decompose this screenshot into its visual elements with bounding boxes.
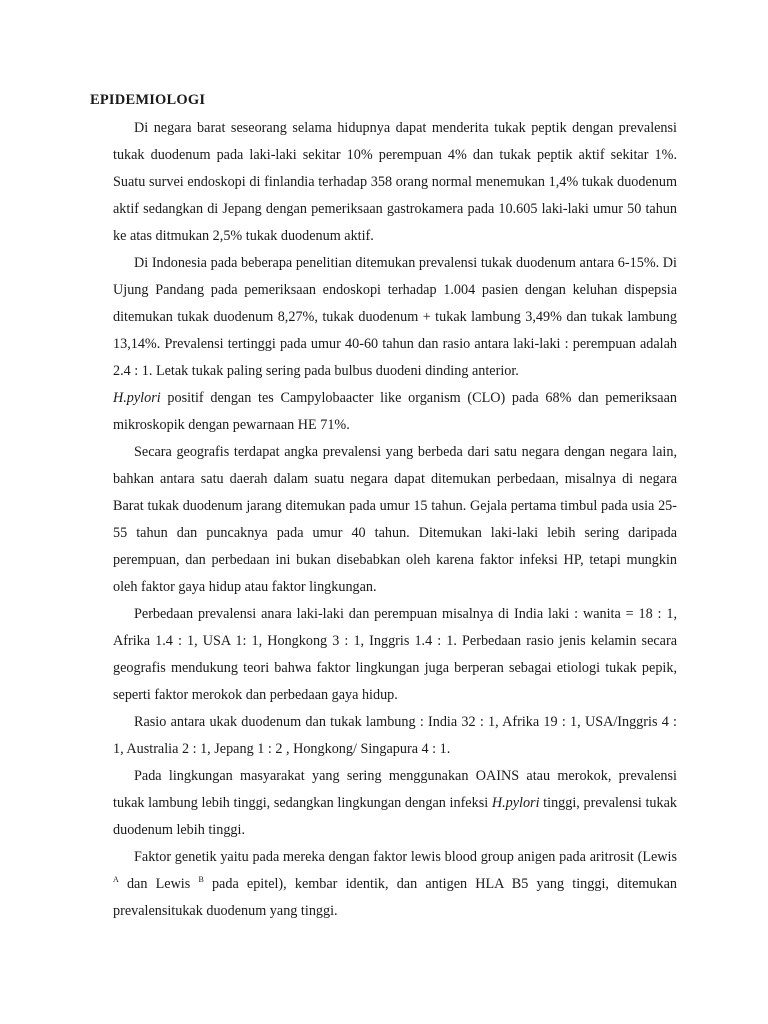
hpylori-italic: H.pylori — [491, 795, 540, 811]
paragraph-2 — [113, 250, 677, 439]
paragraph-7-tail: pada epitel), kembar identik, dan antigen HLA B5 yang tinggi, ditemukan prevalensitukak duodenum yang tinggi. — [113, 876, 677, 919]
paragraph-4: Perbedaan prevalensi anara laki-laki dan perempuan misalnya di India laki : wanita = 18 : 1, Afrika 1.4 : 1, USA 1: 1, Hongkong 3 : 1, Inggris 1.4 : 1. Perbedaan rasio jenis kelamin secara geografis mendukung teori bahwa faktor lingkungan juga berperan sebagai etiologi tukak pepik, seperti faktor merokok dan perbedaan gaya hidup. — [113, 606, 677, 703]
paragraph-6-head: Pada lingkungan masyarakat yang sering menggunakan OAINS atau merokok, prevalensi tukak lambung lebih tinggi, sedangkan lingkungan dengan infeksi — [113, 768, 677, 811]
paragraph-2-text: Di Indonesia pada beberapa penelitian ditemukan prevalensi tukak duodenum antara 6-15%. Di Ujung Pandang pada pemeriksaan endoskopi terhadap 1.004 pasien dengan keluhan dispepsia ditemukan tukak duodenum 8,27%, tukak duodenum + tukak lambung 3,49% dan tukak lambung 13,14%. Prevalensi tertinggi pada umur 40-60 tahun dan rasio antara laki-laki : perempuan adalah 2.4 : 1. Letak tukak paling sering pada bulbus duodeni dinding anterior. — [113, 255, 677, 379]
paragraph-5: Rasio antara ukak duodenum dan tukak lambung : India 32 : 1, Afrika 19 : 1, USA/Inggris 4 : 1, Australia 2 : 1, Jepang 1 : 2 , Hongkong/ Singapura 4 : 1. — [113, 714, 677, 757]
paragraph-7 — [113, 844, 677, 925]
paragraph-6 — [113, 763, 677, 844]
section-heading: EPIDEMIOLOGI — [90, 92, 206, 108]
paragraph-7-head: Faktor genetik yaitu pada mereka dengan faktor lewis blood group anigen pada aritrosit (Lewis — [134, 849, 677, 865]
hpylori-italic: H.pylori — [113, 390, 161, 406]
paragraph-2-tail: positif dengan tes Campylobaacter like organism (CLO) pada 68% dan pemeriksaan mikroskopik dengan pewarnaan HE 71%. — [113, 390, 677, 433]
superscript-b: B — [198, 875, 204, 884]
paragraph-3: Secara geografis terdapat angka prevalensi yang berbeda dari satu negara dengan negara lain, bahkan antara satu daerah dalam suatu negara dapat ditemukan perbedaan, misalnya di negara Barat tukak duodenum jarang ditemukan pada umur 15 tahun. Gejala pertama timbul pada usia 25-55 tahun dan puncaknya pada umur 40 tahun. Ditemukan laki-laki lebih sering daripada perempuan, dan perbedaan ini bukan disebabkan oleh karena faktor infeksi HP, tetapi mungkin oleh faktor gaya hidup atau faktor lingkungan. — [113, 444, 677, 595]
body-text — [113, 115, 677, 925]
superscript-a: A — [113, 875, 119, 884]
paragraph-6-tail: tinggi, prevalensi tukak duodenum lebih tinggi. — [113, 795, 677, 838]
paragraph-1: Di negara barat seseorang selama hidupnya dapat menderita tukak peptik dengan prevalensi tukak duodenum pada laki-laki sekitar 10% perempuan 4% dan tukak peptik aktif sekitar 1%. Suatu survei endoskopi di finlandia terhadap 358 orang normal menemukan 1,4% tukak duodenum aktif sedangkan di Jepang dengan pemeriksaan gastrokamera pada 10.605 laki-laki umur 50 tahun ke atas ditmukan 2,5% tukak duodenum aktif. — [113, 120, 677, 244]
paragraph-7-mid: dan Lewis — [118, 876, 199, 892]
